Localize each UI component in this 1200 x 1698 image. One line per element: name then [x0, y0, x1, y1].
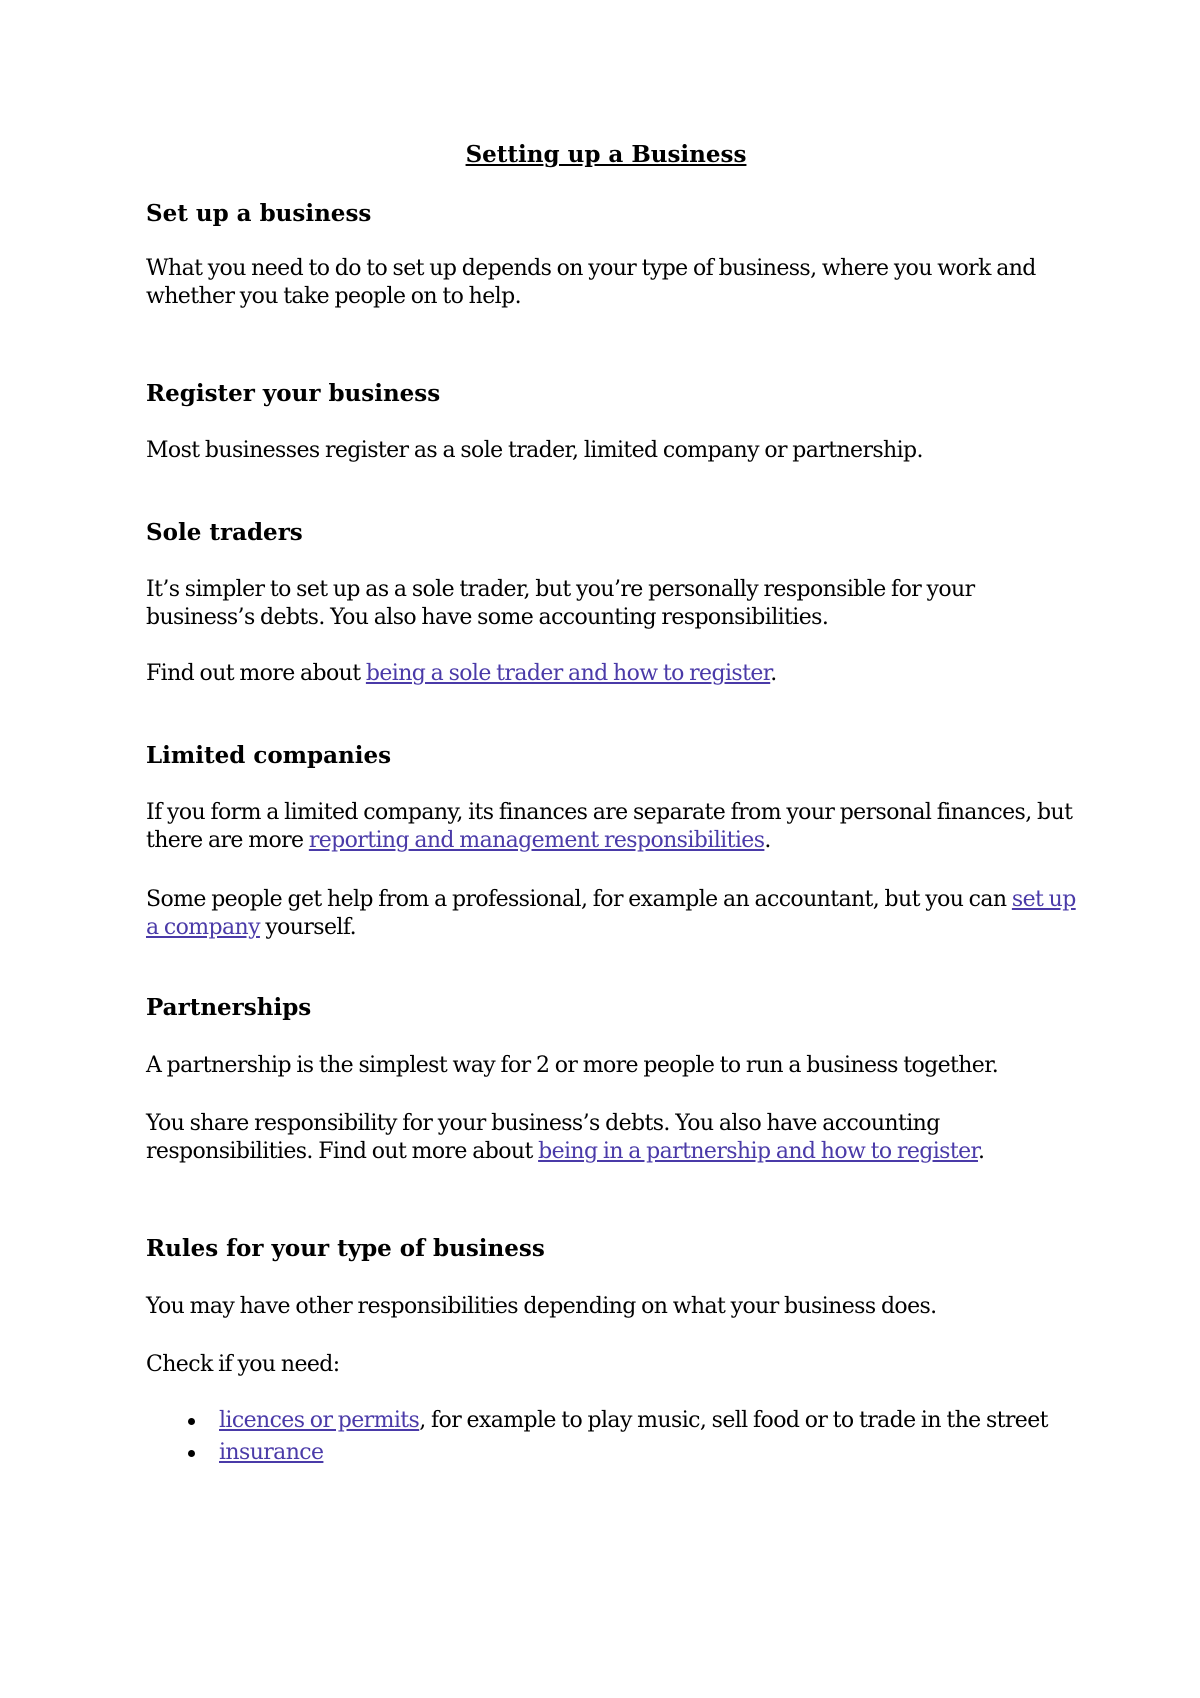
- bullet-icon: [188, 1418, 195, 1425]
- document-title: Setting up a Business: [465, 141, 747, 168]
- list-item: [146, 1439, 1076, 1467]
- heading-limited-companies: Limited companies: [146, 742, 392, 769]
- link-licences-or-permits[interactable]: licences or permits: [219, 1408, 420, 1433]
- text-segment: Find out more about: [146, 661, 366, 686]
- link-partnership-register[interactable]: being in a partnership and how to register: [538, 1139, 979, 1164]
- paragraph-partnership-responsibility: [146, 1110, 1076, 1166]
- text-segment: Some people get help from a professional, for example an accountant, but you can: [146, 887, 1012, 912]
- heading-rules-for-your-business: Rules for your type of business: [146, 1235, 545, 1262]
- text-segment: .: [764, 828, 771, 853]
- text-segment: yourself.: [259, 915, 356, 940]
- link-insurance[interactable]: insurance: [219, 1440, 324, 1465]
- heading-set-up-a-business: Set up a business: [146, 200, 372, 227]
- paragraph-register: Most businesses register as a sole trader, limited company or partnership.: [146, 438, 923, 463]
- paragraph-sole-traders-find-out: [146, 660, 1076, 688]
- link-sole-trader-register[interactable]: being a sole trader and how to register: [365, 661, 771, 686]
- paragraph-partnership-definition: A partnership is the simplest way for 2 or more people to run a business together.: [146, 1053, 999, 1078]
- heading-sole-traders: Sole traders: [146, 519, 303, 546]
- paragraph-check-if-you-need: Check if you need:: [146, 1352, 340, 1377]
- link-reporting-responsibilities[interactable]: reporting and management responsibilities: [308, 828, 765, 853]
- heading-register-your-business: Register your business: [146, 380, 441, 407]
- paragraph-professional-help: [146, 886, 1076, 942]
- paragraph-limited-companies: [146, 799, 1076, 855]
- text-segment: .: [770, 661, 777, 686]
- paragraph-set-up-intro: What you need to do to set up depends on your type of business, where you work and whether you take people on to help.: [146, 256, 1036, 309]
- text-segment: , for example to play music, sell food or to trade in the street: [419, 1408, 1048, 1433]
- list-item: [146, 1407, 1076, 1435]
- link-set-up-a-company[interactable]: set up a company: [146, 887, 1076, 940]
- paragraph-other-responsibilities: You may have other responsibilities depending on what your business does.: [146, 1294, 937, 1319]
- heading-partnerships: Partnerships: [146, 994, 312, 1021]
- paragraph-sole-traders: It’s simpler to set up as a sole trader, but you’re personally responsible for your business’s debts. You also have some accounting responsibilities.: [146, 577, 975, 630]
- text-segment: You share responsibility for your business’s debts. You also have accounting responsibilities. Find out more about: [146, 1111, 940, 1164]
- text-segment: If you form a limited company, its finances are separate from your personal finances, but there are more: [146, 800, 1073, 853]
- text-segment: .: [978, 1139, 985, 1164]
- requirements-list: [146, 1407, 1076, 1471]
- bullet-icon: [188, 1450, 195, 1457]
